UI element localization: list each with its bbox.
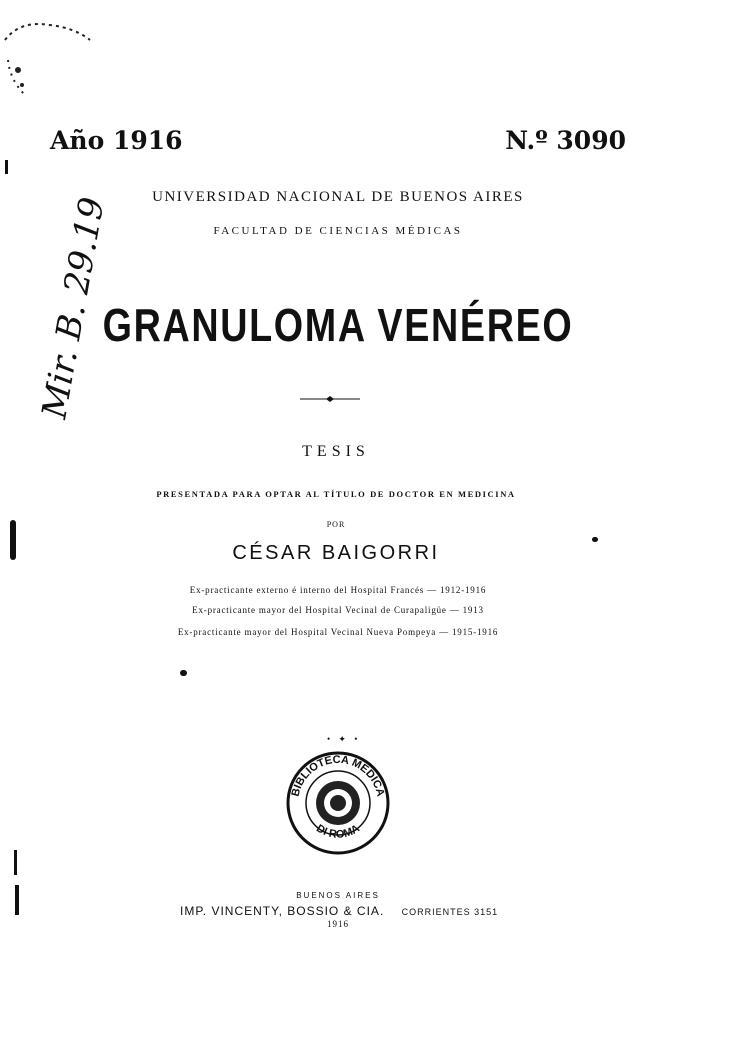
imprint-year: 1916	[327, 919, 349, 929]
faculty-name: FACULTAD DE CIENCIAS MÉDICAS	[213, 225, 463, 237]
margin-mark	[15, 885, 19, 915]
publication-year: Año 1916	[50, 126, 183, 155]
author-name: CÉSAR BAIGORRI	[232, 542, 440, 564]
ornament-dots: • ✦ •	[327, 734, 361, 744]
svg-text:DI ROMA	[314, 822, 362, 840]
thesis-purpose: PRESENTADA PARA OPTAR AL TÍTULO DE DOCTOR EN MEDICINA	[156, 489, 516, 499]
credential-line: Ex-practicante mayor del Hospital Vecinal Nueva Pompeya — 1915-1916	[177, 627, 499, 637]
imprint-printer-line	[180, 904, 498, 918]
imprint-city: BUENOS AIRES	[296, 891, 380, 900]
university-name: UNIVERSIDAD NACIONAL DE BUENOS AIRES	[152, 189, 524, 205]
thesis-label: TESIS	[302, 443, 370, 460]
imprint-printer: IMP. VINCENTY, BOSSIO & CIA.	[180, 904, 385, 918]
stamp-top-text: BIBLIOTECA MEDICA	[289, 753, 387, 798]
thesis-title: GRANULOMA VENÉREO	[102, 299, 574, 351]
handwriting-text: Mir. B. 29.19	[34, 194, 113, 422]
library-stamp	[283, 748, 393, 858]
imprint-address: CORRIENTES 3151	[401, 907, 499, 917]
ink-spot	[180, 670, 187, 676]
credential-line: Ex-practicante externo é interno del Hospital Francés — 1912-1916	[189, 585, 487, 595]
credential-line: Ex-practicante mayor del Hospital Vecinal de Curapaligüe — 1913	[192, 605, 484, 615]
by-label: POR	[326, 520, 346, 529]
stamp-bottom-text: DI ROMA	[314, 822, 362, 841]
ink-spot	[592, 537, 598, 542]
ornament-divider	[300, 395, 360, 403]
margin-mark	[5, 160, 8, 174]
corner-stamp-fragment	[0, 0, 100, 110]
margin-mark	[14, 850, 17, 875]
thesis-number: N.º 3090	[505, 126, 626, 155]
